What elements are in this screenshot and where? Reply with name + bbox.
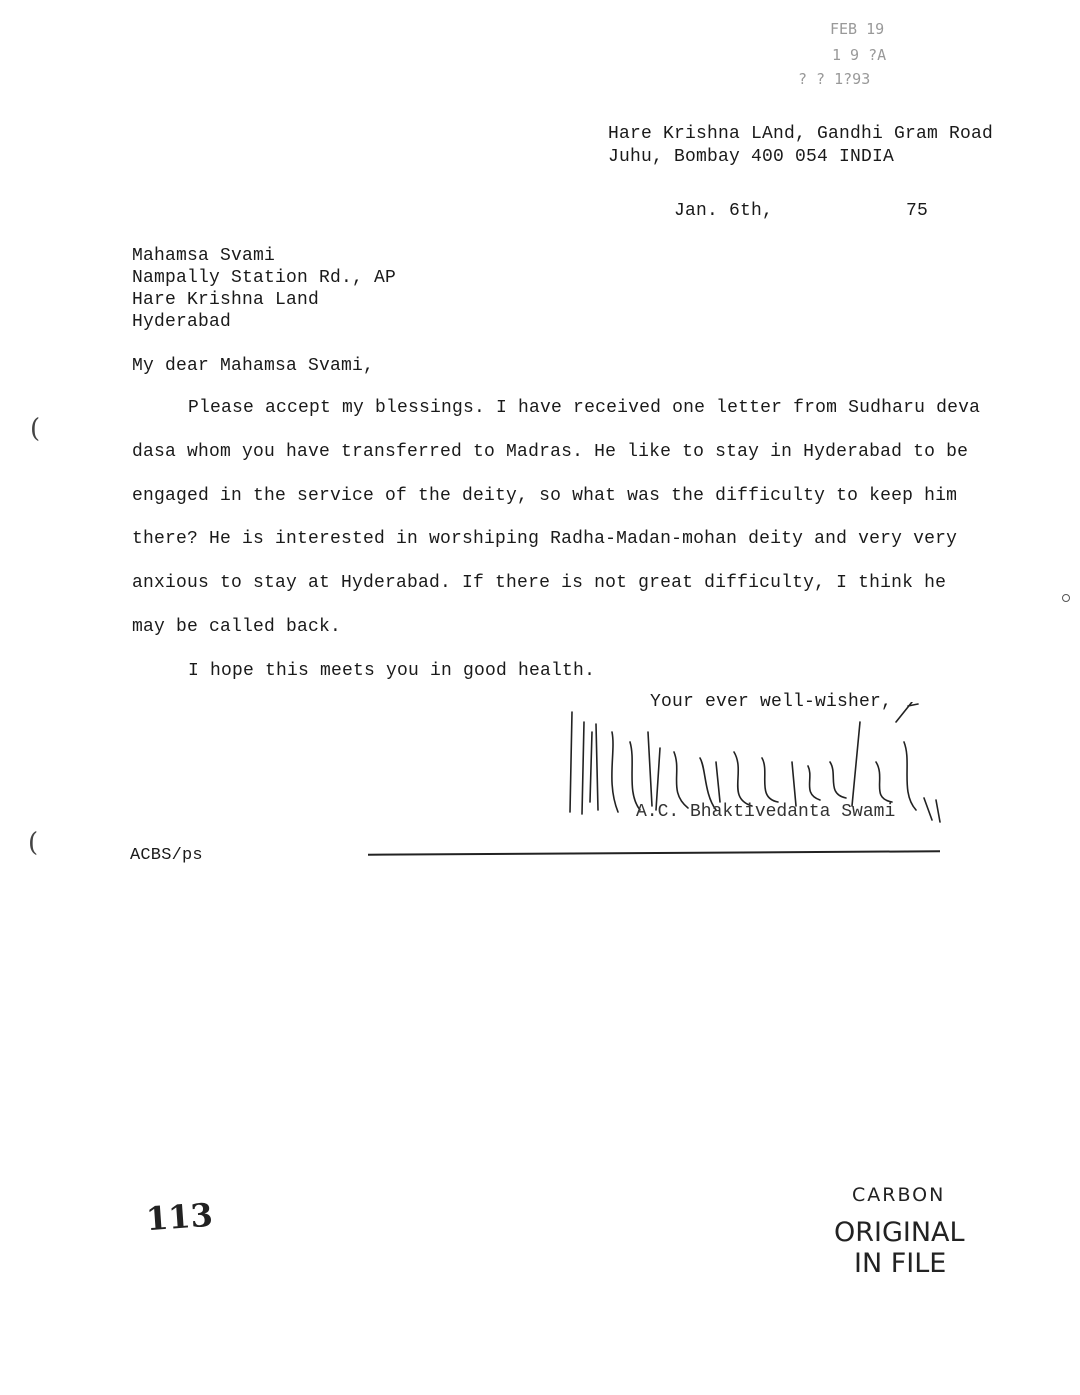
- date-year: 75: [906, 201, 929, 221]
- recipient-line-3: Hare Krishna Land: [132, 290, 320, 310]
- valediction: Your ever well-wisher,: [650, 692, 893, 712]
- recipient-line-1: Mahamsa Svami: [132, 246, 276, 266]
- stamp-ink-icon: [790, 14, 920, 94]
- carbon-stamp-line-3: IN FILE: [854, 1248, 947, 1279]
- recipient-line-2: Nampally Station Rd., AP: [132, 268, 397, 288]
- body-line-5: anxious to stay at Hyderabad. If there is not great difficulty, I think he: [132, 573, 947, 593]
- stamp-line-2: 1 9 ?A: [832, 46, 887, 64]
- salutation: My dear Mahamsa Svami,: [132, 356, 375, 376]
- signature-block: [556, 702, 946, 832]
- carbon-stamp-line-2: ORIGINAL: [834, 1217, 965, 1248]
- sender-address-line-1: Hare Krishna LAnd, Gandhi Gram Road: [608, 124, 994, 144]
- received-stamp: [790, 14, 920, 94]
- date-day: Jan. 6th,: [674, 201, 774, 221]
- body-line-6: may be called back.: [132, 617, 342, 637]
- typed-signature-name: A.C. Bhaktivedanta Swami: [636, 802, 896, 822]
- closing-line: I hope this meets you in good health.: [188, 661, 596, 681]
- stamp-line-1: FEB 19: [830, 20, 885, 38]
- sender-address-line-2: Juhu, Bombay 400 054 INDIA: [608, 147, 895, 167]
- stray-dot-icon: [1062, 594, 1070, 602]
- punch-hole-mark-icon: (: [30, 414, 41, 444]
- body-line-3: engaged in the service of the deity, so what was the difficulty to keep him: [132, 486, 958, 506]
- punch-hole-mark-icon: (: [28, 828, 39, 858]
- typist-initials: ACBS/ps: [130, 846, 203, 865]
- recipient-line-4: Hyderabad: [132, 312, 232, 332]
- body-line-4: there? He is interested in worshiping Radha-Madan-mohan deity and very very: [132, 529, 958, 549]
- body-line-1: Please accept my blessings. I have received one letter from Sudharu deva: [188, 398, 981, 418]
- stamp-line-3: ? ? 1?93: [798, 70, 871, 88]
- divider-line: [368, 850, 940, 855]
- handwritten-file-number: 113: [144, 1195, 215, 1239]
- carbon-stamp-line-1: CARBON: [852, 1184, 946, 1206]
- body-line-2: dasa whom you have transferred to Madras. He like to stay in Hyderabad to be: [132, 442, 969, 462]
